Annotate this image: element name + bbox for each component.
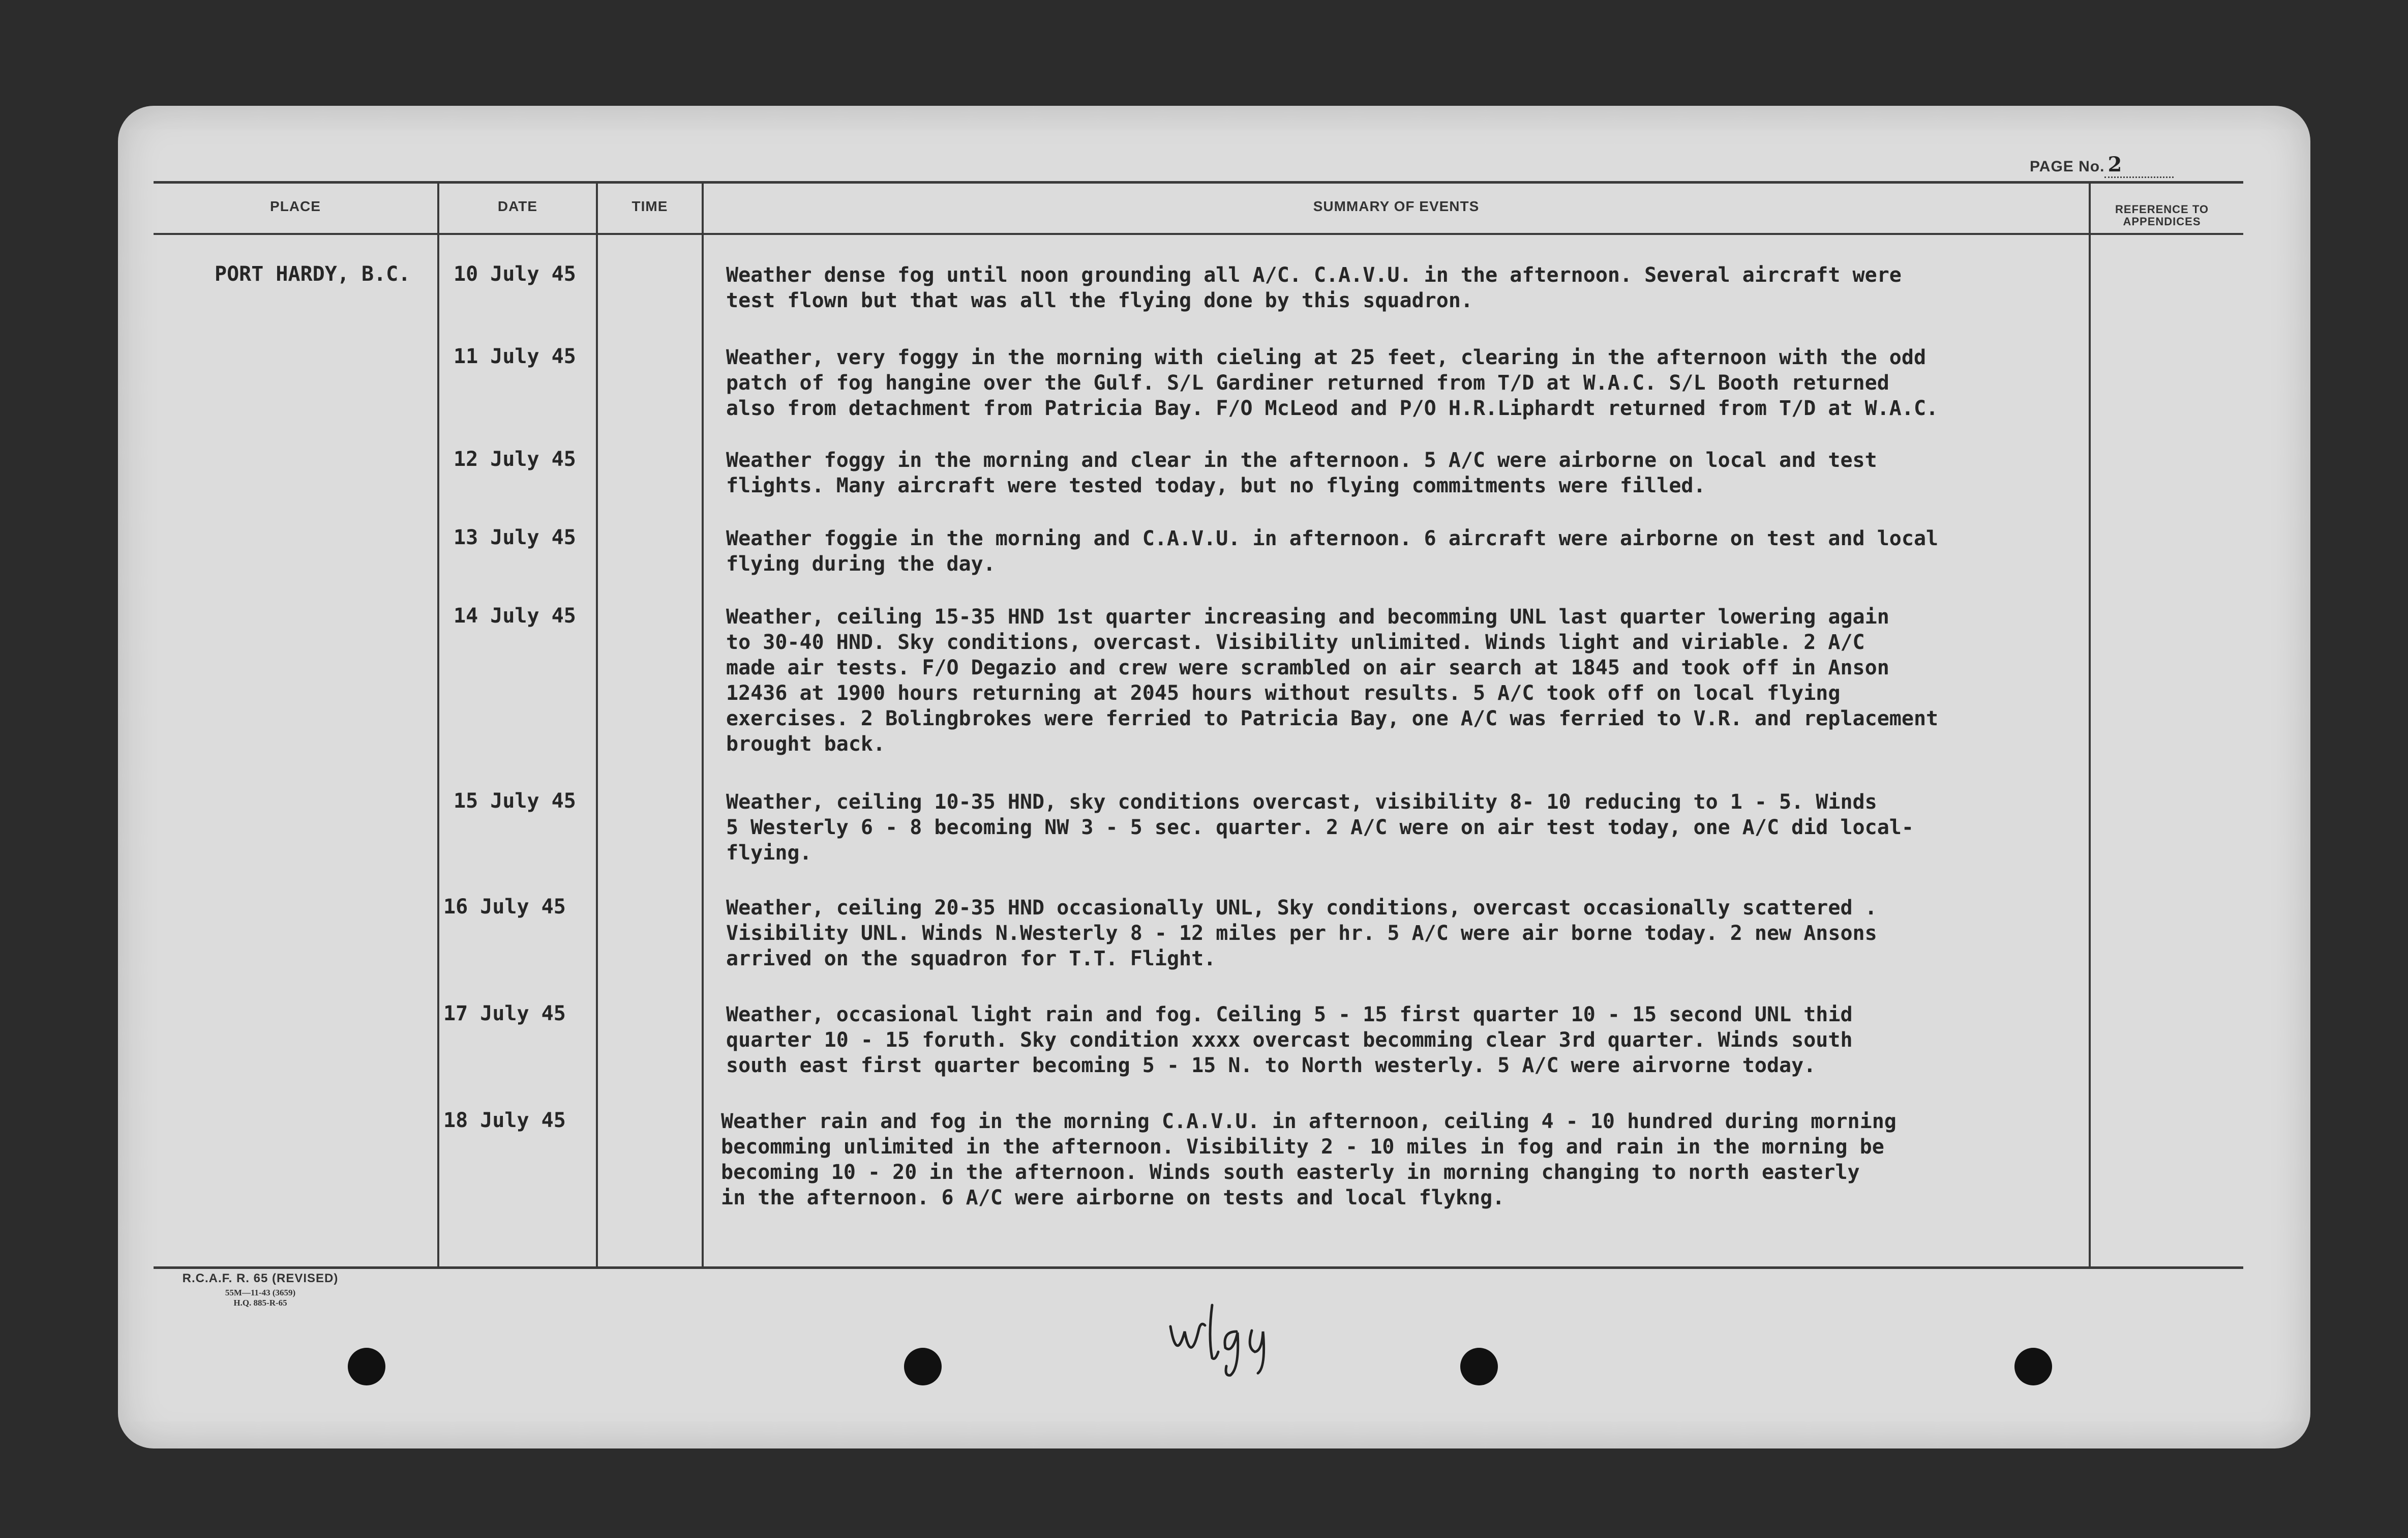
table-bottom-rule (154, 1266, 2243, 1269)
form-number: R.C.A.F. R. 65 (REVISED) (182, 1271, 339, 1285)
header-summary: SUMMARY OF EVENTS (1313, 198, 1480, 214)
page-number-value: 2 (2104, 153, 2174, 178)
header-time: TIME (631, 198, 668, 214)
table-header-rule (154, 233, 2243, 235)
binder-hole (1460, 1348, 1498, 1385)
form-hq-code: H.Q. 885-R-65 (233, 1298, 287, 1308)
binder-hole (2014, 1348, 2052, 1385)
form-identifier (148, 1271, 372, 1308)
summary-cell: Weather, occasional light rain and fog. Ceiling 5 - 15 first quarter 10 - 15 second UNL thid quarter 10 - 15 foruth. Sky condition xxxx overcast becomming clear 3rd quarter. Winds south south east first quarter becoming 5 - 15 N. to North westerly. 5 A/C were airvorne today. (726, 1003, 1853, 1077)
column-divider-place-date (437, 181, 439, 1266)
summary-cell: Weather, ceiling 20-35 HND occasionally UNL, Sky conditions, overcast occasionally scattered . Visibility UNL. Winds N.Westerly 8 - 12 miles per hr. 5 A/C were air borne today. 2 new Ansons arrived on the squadron for T.T. Flight. (726, 896, 1877, 970)
header-reference: REFERENCE TO APPENDICES (2115, 203, 2209, 228)
date-cell: 10 July 45 (454, 262, 576, 286)
date-cell: 16 July 45 (443, 895, 566, 919)
diary-sheet (118, 106, 2310, 1448)
header-place: PLACE (270, 198, 321, 214)
binder-hole (904, 1348, 942, 1385)
summary-cell: Weather, ceiling 10-35 HND, sky conditions overcast, visibility 8- 10 reducing to 1 - 5. Winds 5 Westerly 6 - 8 becoming NW 3 - 5 sec. quarter. 2 A/C were on air test today, one A/C did local- flying. (726, 790, 1914, 865)
date-cell: 13 July 45 (454, 526, 576, 549)
summary-cell: Weather foggie in the morning and C.A.V.U. in afternoon. 6 aircraft were airborne on test and local flying during the day. (726, 527, 1939, 576)
handwritten-initials (1165, 1301, 1298, 1377)
column-divider-date-time (596, 181, 598, 1266)
summary-cell: Weather, ceiling 15-35 HND 1st quarter increasing and becomming UNL last quarter lowering again to 30-40 HND. Sky conditions, overcast. Visibility unlimited. Winds light and viriable. 2 A/C made air tests. F/O Degazio and crew were scrambled on air search at 1845 and took off in Anson 12436 at 1900 hours returning at 2045 hours without results. 5 A/C took off on local flying exercises. 2 Bolingbrokes were ferried to Patricia Bay, one A/C was ferried to V.R. and replacement brought back. (726, 605, 1939, 756)
date-cell: 15 July 45 (454, 789, 576, 813)
page-number-label: PAGE No. (2030, 158, 2105, 175)
summary-cell: Weather rain and fog in the morning C.A.V.U. in afternoon, ceiling 4 - 10 hundred during morning becomming unlimited in the afternoon. Visibility 2 - 10 miles in fog and rain in the morning be becoming 10 - 20 in the afternoon. Winds south easterly in morning changing to north easterly in the afternoon. 6 A/C were airborne on tests and local flykng. (721, 1110, 1897, 1209)
date-cell: 12 July 45 (454, 448, 576, 471)
date-cell: 18 July 45 (443, 1109, 566, 1132)
summary-cell: Weather, very foggy in the morning with cieling at 25 feet, clearing in the afternoon with the odd patch of fog hangine over the Gulf. S/L Gardiner returned from T/D at W.A.C. S/L Booth returned also from detachment from Patricia Bay. F/O McLeod and P/O H.R.Liphardt returned from T/D at W.A.C. (726, 346, 1939, 420)
header-date: DATE (497, 198, 538, 214)
form-print-code: 55M—11-43 (3659) (225, 1288, 296, 1297)
summary-cell: Weather foggy in the morning and clear in the afternoon. 5 A/C were airborne on local and test flights. Many aircraft were tested today, but no flying commitments were filled. (726, 449, 1877, 497)
column-divider-time-summary (702, 181, 704, 1266)
summary-cell: Weather dense fog until noon grounding all A/C. C.A.V.U. in the afternoon. Several aircraft were test flown but that was all the flying done by this squadron. (726, 263, 1902, 312)
page-number (2030, 153, 2174, 178)
date-cell: 14 July 45 (454, 604, 576, 628)
table-top-rule (154, 181, 2243, 184)
date-cell: 11 July 45 (454, 345, 576, 368)
place-cell: PORT HARDY, B.C. (215, 262, 411, 286)
binder-hole (348, 1348, 385, 1385)
date-cell: 17 July 45 (443, 1002, 566, 1025)
